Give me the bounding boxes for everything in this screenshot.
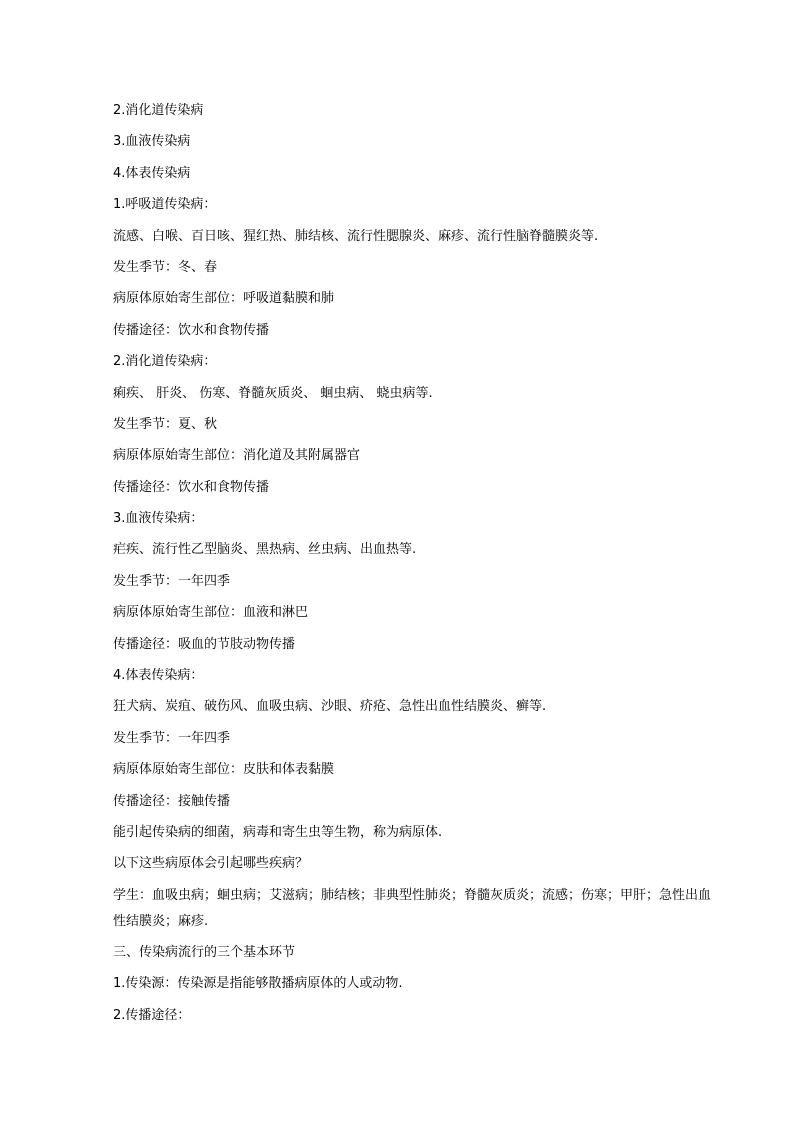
text-line: 痢疾、 肝炎、 伤寒、脊髓灰质炎、 蛔虫病、 蛲虫病等. xyxy=(113,385,433,401)
text-line: 病原体原始寄生部位：皮肤和体表黏膜 xyxy=(113,762,335,778)
text-line: 传播途径：饮水和食物传播 xyxy=(113,479,270,495)
text-line: 狂犬病、炭疽、破伤风、血吸虫病、沙眼、疥疮、急性出血性结膜炎、癣等. xyxy=(113,699,547,715)
text-line: 3.血液传染病 xyxy=(113,134,191,150)
text-line: 流感、白喉、百日咳、猩红热、肺结核、流行性腮腺炎、麻疹、流行性脑脊髓膜炎等. xyxy=(113,228,599,244)
section-heading: 2.消化道传染病： xyxy=(113,354,217,370)
text-line: 发生季节：冬、春 xyxy=(113,259,218,275)
section-heading: 三、传染病流行的三个基本环节 xyxy=(113,944,296,960)
paragraph: 学生：血吸虫病；蛔虫病；艾滋病；肺结核；非典型性肺炎；脊髓灰质炎；流感；伤寒；甲肝；急性出血性结膜炎；麻疹. xyxy=(113,887,712,929)
text-line: 以下这些病原体会引起哪些疾病？ xyxy=(113,856,309,872)
section-heading: 3.血液传染病： xyxy=(113,511,204,527)
text-line: 病原体原始寄生部位：消化道及其附属器官 xyxy=(113,448,361,464)
document-body xyxy=(113,99,713,1035)
text-line: 病原体原始寄生部位：血液和淋巴 xyxy=(113,605,309,621)
section-heading: 2.传播途径： xyxy=(113,1007,191,1023)
text-line: 能引起传染病的细菌，病毒和寄生虫等生物，称为病原体. xyxy=(113,824,443,840)
text-line: 发生季节：夏、秋 xyxy=(113,416,218,432)
text-line: 传播途径：吸血的节肢动物传播 xyxy=(113,636,296,652)
text-line: 发生季节：一年四季 xyxy=(113,573,231,589)
text-line: 病原体原始寄生部位：呼吸道黏膜和肺 xyxy=(113,291,335,307)
text-line: 4.体表传染病 xyxy=(113,165,191,181)
text-line: 疟疾、流行性乙型脑炎、黑热病、丝虫病、出血热等. xyxy=(113,542,417,558)
text-line: 传播途径：接触传播 xyxy=(113,793,231,809)
text-line: 传播途径：饮水和食物传播 xyxy=(113,322,270,338)
text-line: 2.消化道传染病 xyxy=(113,103,204,118)
text-line: 1.传染源：传染源是指能够散播病原体的人或动物. xyxy=(113,976,403,992)
text-line: 发生季节：一年四季 xyxy=(113,730,231,746)
section-heading: 4.体表传染病： xyxy=(113,668,204,684)
section-heading: 1.呼吸道传染病： xyxy=(113,197,217,213)
